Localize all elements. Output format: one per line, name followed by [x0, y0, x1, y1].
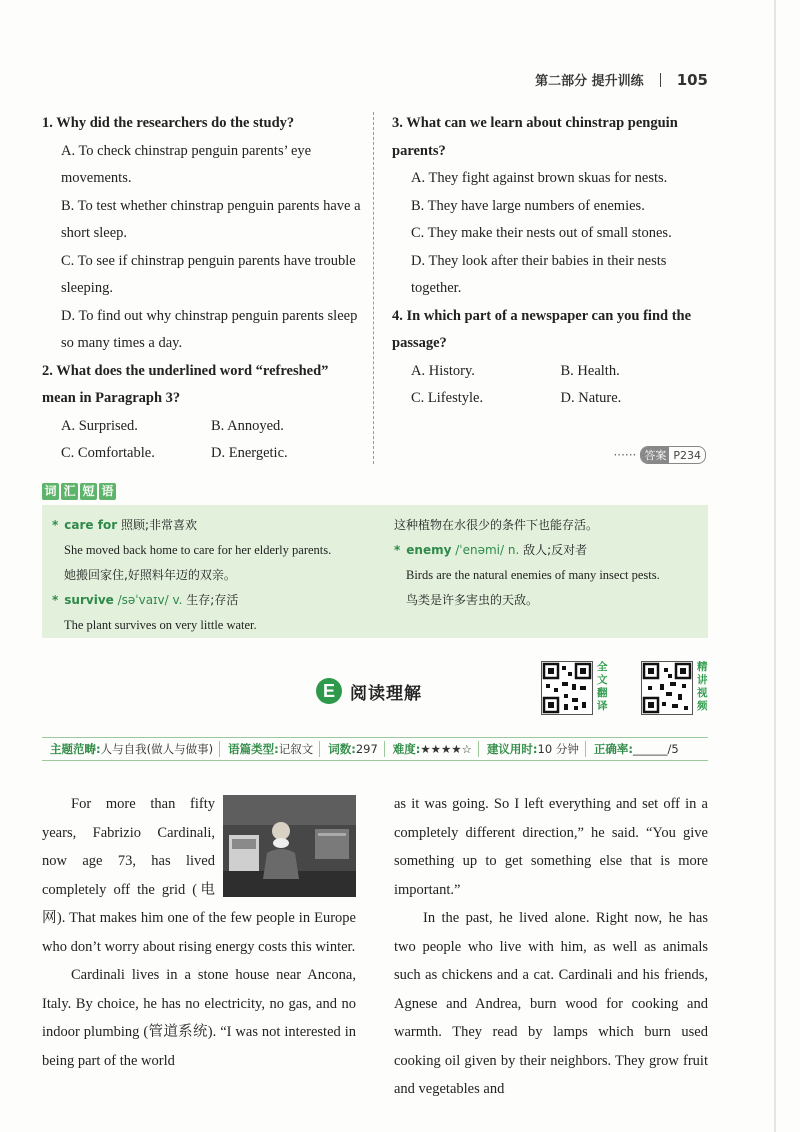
- accuracy-blank[interactable]: ______/5: [632, 742, 679, 756]
- option[interactable]: D. Nature.: [560, 390, 622, 406]
- option[interactable]: D. To find out why chinstrap penguin parents sleep so many times a day.: [61, 307, 358, 351]
- qr-label-video: 精讲视频: [697, 661, 708, 712]
- option[interactable]: B. To test whether chinstrap penguin parents have a short sleep.: [61, 197, 361, 241]
- paragraph-1: For more than fifty years, Fabrizio Cardinali, now age 73, has lived completely off the grid (电网). That makes him one of the few people in Europe who don’t worry about rising energy costs this winter.: [42, 796, 356, 955]
- question-stem: What can we learn about chinstrap penguin parents?: [392, 115, 678, 159]
- questions-left: [42, 110, 362, 468]
- vocab-title-char: 短: [80, 483, 97, 500]
- question-stem: In which part of a newspaper can you find the passage?: [392, 307, 692, 351]
- option[interactable]: B. They have large numbers of enemies.: [411, 197, 645, 214]
- vocab-term: care for: [64, 518, 118, 532]
- qr-code-icon: [642, 662, 692, 714]
- vocab-term: survive: [64, 593, 114, 607]
- qr-code-translation[interactable]: [541, 661, 593, 715]
- vocab-example-zh: 鸟类是许多害虫的天敌。: [406, 593, 539, 607]
- vocab-phonetic: /səˈvaɪv/ v.: [117, 593, 183, 607]
- option[interactable]: B. Annoyed.: [211, 417, 284, 434]
- question-number: 2.: [42, 362, 53, 379]
- option[interactable]: A. History.: [411, 362, 475, 379]
- option[interactable]: B. Health.: [560, 362, 620, 379]
- vocab-example-zh: 她搬回家住,好照料年迈的双亲。: [64, 568, 236, 582]
- difficulty-stars: ★★★★☆: [420, 742, 472, 756]
- question-number: 1.: [42, 115, 53, 131]
- option[interactable]: C. They make their nests out of small stones.: [411, 225, 672, 241]
- answer-reference[interactable]: [613, 446, 706, 464]
- option-row: [392, 385, 710, 413]
- question-3: [392, 110, 710, 165]
- question-stem: What does the underlined word “refreshed” mean in Paragraph 3?: [42, 362, 329, 406]
- vocab-example-zh: 这种植物在水很少的条件下也能存活。: [394, 518, 599, 532]
- vocab-title-char: 汇: [61, 483, 78, 500]
- vocab-phonetic: /ˈenəmi/ n.: [455, 543, 520, 557]
- question-stem: Why did the researchers do the study?: [56, 115, 295, 131]
- option[interactable]: A. They fight against brown skuas for nests.: [411, 170, 668, 186]
- section-title: 阅读理解: [350, 683, 422, 704]
- info-theme: 主题范畴:人与自我(做人与做事): [42, 741, 220, 757]
- answer-badge[interactable]: [640, 446, 706, 464]
- vocab-title: [42, 483, 116, 500]
- section-label: 第二部分 提升训练: [535, 74, 644, 89]
- info-accuracy[interactable]: 正确率:______/5: [593, 742, 679, 756]
- questions-right: [392, 110, 710, 413]
- vocab-meaning: 照顾;非常喜欢: [120, 518, 197, 532]
- vocab-entry: [52, 513, 382, 538]
- vocab-example-en: Birds are the natural enemies of many insect pests.: [406, 568, 660, 582]
- option-row: [392, 358, 710, 386]
- qr-label-translation: 全文翻译: [597, 661, 608, 712]
- question-2: [42, 358, 362, 413]
- option[interactable]: C. To see if chinstrap penguin parents have trouble sleeping.: [61, 252, 356, 296]
- header-divider: [660, 73, 661, 87]
- question-4: [392, 303, 710, 358]
- passage-info-bar: [42, 737, 708, 761]
- option[interactable]: A. Surprised.: [61, 417, 138, 434]
- man-in-kitchen-photo: [223, 795, 356, 897]
- vocab-term: enemy: [406, 543, 452, 557]
- passage-column-right: [394, 790, 708, 1104]
- paragraph-3: In the past, he lived alone. Right now, he has two people who live with him, as well as animals such as chickens and a cat. Cardinali and his friends, Agnese and Andrea, burn wood for cooking and warmth. They read by lamps which burn used cooking oil given by their neighbors. They grow fruit and vegetables and: [394, 910, 708, 1097]
- vocab-title-char: 语: [99, 483, 116, 500]
- option[interactable]: A. To check chinstrap penguin parents’ eye movements.: [61, 142, 312, 186]
- bullet-icon: *: [52, 518, 59, 532]
- vocab-title-char: 词: [42, 483, 59, 500]
- paragraph-2: Cardinali lives in a stone house near Ancona, Italy. By choice, he has no electricity, no gas, and no indoor plumbing (管道系统). “I was not interested in being part of the world: [42, 967, 356, 1069]
- question-1: [42, 110, 362, 138]
- option-row: [42, 440, 362, 468]
- option[interactable]: C. Comfortable.: [61, 445, 155, 461]
- option[interactable]: D. Energetic.: [211, 445, 288, 461]
- qr-code-video[interactable]: [641, 661, 693, 715]
- page-edge: [774, 0, 776, 1132]
- option-row: [42, 413, 362, 441]
- info-type: 语篇类型:记叙文: [220, 741, 320, 757]
- photo-image: [223, 795, 356, 897]
- info-words: 词数:297: [320, 741, 385, 757]
- vocab-meaning: 生存;存活: [186, 593, 239, 607]
- vocab-box: [42, 505, 708, 638]
- leader-dots: ······: [613, 448, 637, 462]
- vocab-column-left: [52, 513, 382, 638]
- vocab-meaning: 敌人;反对者: [523, 543, 588, 557]
- vocab-example-en: She moved back home to care for her elderly parents.: [64, 543, 332, 557]
- info-time: 建议用时:10 分钟: [479, 741, 586, 757]
- qr-code-icon: [542, 662, 592, 714]
- bullet-icon: *: [52, 593, 59, 607]
- question-number: 4.: [392, 307, 403, 324]
- answer-label: 答案: [641, 447, 669, 463]
- option[interactable]: C. Lifestyle.: [411, 390, 484, 406]
- info-difficulty: 难度:★★★★☆: [385, 741, 479, 757]
- page-number: 105: [676, 70, 708, 89]
- vocab-example-en: The plant survives on very little water.: [64, 618, 257, 632]
- passage-column-left: [42, 790, 356, 1075]
- column-divider: [373, 112, 374, 464]
- section-heading: [316, 678, 422, 704]
- answer-page: P234: [673, 448, 701, 462]
- vocab-entry: [52, 588, 382, 613]
- vocab-entry: [394, 538, 704, 563]
- bullet-icon: *: [394, 543, 401, 557]
- running-head: [535, 70, 708, 89]
- section-letter-badge: E: [316, 678, 342, 704]
- paragraph-2-continued: as it was going. So I left everything and set off in a completely different direction,” he said. “You give something up to get something else that is more important.”: [394, 796, 708, 898]
- question-number: 3.: [392, 115, 403, 131]
- vocab-column-right: [394, 513, 704, 613]
- option[interactable]: D. They look after their babies in their nests together.: [411, 252, 667, 296]
